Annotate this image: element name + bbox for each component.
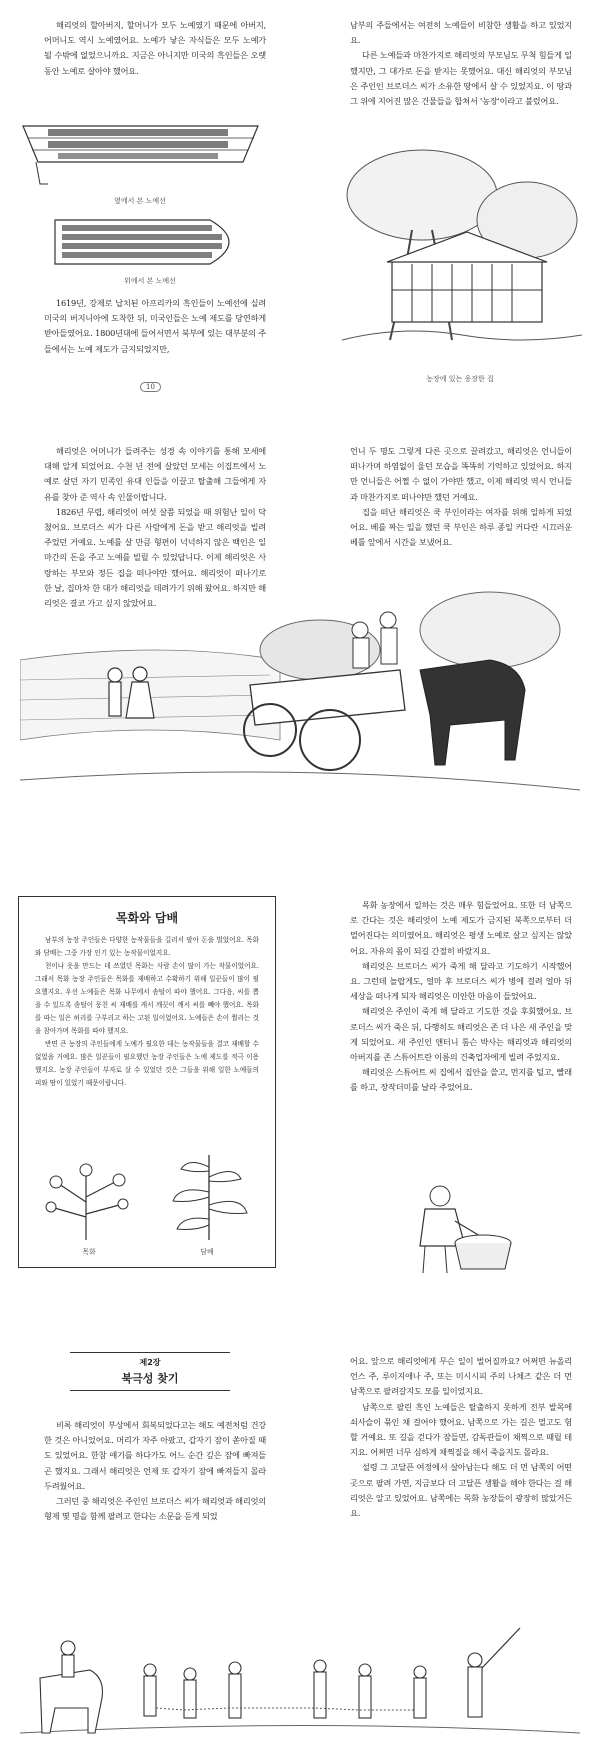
- paragraph: 비록 해리엇이 부상에서 회복되었다고는 해도 예전처럼 건강한 것은 아니었어요. 머리가 자주 아팠고, 갑자기 잠이 쏟아질 때도 있었어요. 한참 얘기를 하다가도 어느 순간 깊은 잠에 빠져들곤 했지요. 그래서 해리엇은 언제 또 갑자기 잠에 빠져들지 몰라 두려웠어요.: [44, 1420, 266, 1491]
- paragraph: 다른 노예들과 마찬가지로 해리엇의 부모님도 무척 힘들게 일했지만, 그 대가로 돈을 받지는 못했어요. 대신 해리엇의 부모님은 주인인 브로더스 씨가 소유한 땅에서 살 수 있었지요. 이 땅과 그 위에 지어진 많은 건물들을 합쳐서 '농장'이라고 불렀어요.: [350, 50, 572, 107]
- paragraph: 설령 그 고달픈 여정에서 살아남는다 해도 더 먼 남쪽의 어떤 곳으로 팔려 가면, 지금보다 더 고달픈 생활을 해야 한다는 걸 해리엇은 알고 있었어요. 남쪽에는 목화 농장들이 광장히 많았거든요.: [350, 1462, 572, 1519]
- spread1-left-body: [44, 296, 266, 357]
- caption-plantation: 농장에 있는 웅장한 집: [426, 375, 494, 383]
- procession-illustration: [20, 1608, 580, 1738]
- spread2-right-col: [350, 444, 572, 550]
- caption-cotton: 목화: [82, 1248, 96, 1256]
- paragraph: 반면 큰 농장의 주인들에게 노예가 필요한 데는 농작물들을 결코 재배할 수 없었을 거예요. 많은 일꾼들이 필요했던 농장 주인들은 노예 제도를 적극 이용했지요. 농장 주인들이 부자로 살 수 있었던 것은 그들을 위해 일한 노예들의 피와 땀이 있었기 때문이랍니다.: [35, 1040, 259, 1087]
- chapter-heading: [70, 1352, 230, 1391]
- spread4-left-col: [44, 1418, 266, 1524]
- paragraph: 천이나 옷을 만드는 데 쓰였던 목화는 사람 손이 많이 가는 작물이었어요. 그래서 목화 농장 주인들은 목화를 재배하고 수확하기 위해 일꾼들이 많이 필요했지요. 우선 노예들은 목화 나무에서 솜털이 따야 했어요. 그다음, 씨를 뽑을 수 있도록 솜털이 뭉친 씨 재배를 캐서 깨끗이 깨서 씨를 빼야 했어요. 목화를 따는 일은 허리를 구부리고 하는 고된 일이었어요. 노예들은 손이 찔리는 것을 참아가며 목화를 따야 했지요.: [35, 962, 259, 1035]
- spread-1: [0, 0, 600, 405]
- paragraph: 1826년 무렵, 해리엇이 여섯 살쯤 되었을 때 위험난 일이 닥쳤어요. 브로더스 씨가 다른 사람에게 돈을 받고 해리엇을 빌려 주었던 거예요. 노예를 살 만큼 형편이 넉넉하지 않은 백인은 일마간의 돈을 주고 노예를 빌릴 수 있었답니다. 이제 해리엇은 사랑하는 부모와 정든 집을 떠나야만 했어요. 해리엇이 떠나기로 한 날, 집마차 한 대가 해리엇을 데려가기 위해 왔어요. 하지만 해리엇은 결코 가고 싶지 않았어요.: [44, 506, 266, 609]
- paragraph: 남부의 농장 주인들은 다양한 농작물들을 길러서 팔아 돈을 벌었어요. 목화와 담배는 그중 가장 인기 있는 농작물이었지요.: [35, 936, 259, 957]
- paragraph: 해리엇은 주인이 죽게 해 달라고 기도한 것을 후회했어요. 브로더스 씨가 죽은 뒤, 다행히도 해리엇은 존 더 나은 새 주인을 맞게 되었어요. 새 주인인 앤터니 톰슨 박사는 해리엇과 해리엇의 아버지를 존 스튜어트란 이름의 건축업자에게 빌려 주었지요.: [350, 1006, 572, 1063]
- page-number: 10: [140, 382, 161, 392]
- paragraph: 남부의 주들에서는 여전히 노예들이 비참한 생활을 하고 있었지요.: [350, 20, 572, 46]
- box-title: 목화와 담배: [115, 911, 179, 925]
- paragraph: 집을 떠난 해리엇은 쿡 부인이라는 여자를 위해 일하게 되었어요. 베를 짜는 일을 했던 쿡 부인은 하루 종일 커다란 시끄러운 베틀 앞에서 시간을 보냈어요.: [350, 506, 572, 548]
- paragraph: 언니 두 명도 그렇게 다른 곳으로 끌려갔고, 해리엇은 언니들이 떠나가며 하염없이 울던 모습을 똑똑히 기억하고 있었어요. 하지만 언니들은 어쩔 수 없이 가야만 했고, 이제 해리엇 역시 언니들과 마찬가지로 떠나야만 했던 거예요.: [350, 446, 572, 502]
- paragraph: 남쪽으로 팔린 흑인 노예들은 탈출하지 못하게 전부 발목에 쇠사슬이 묶인 채 걸어야 했어요. 남쪽으로 가는 길은 멀고도 험할 거예요. 또 길을 걷다가 잠들면, 감독관들이 채찍으로 때릴 테지요. 어쩌면 너무 심하게 채찍질을 해서 죽을지도 몰라요.: [350, 1401, 572, 1458]
- chapter-number: 제2장: [70, 1352, 230, 1368]
- caption-ship-top: 위에서 본 노예선: [124, 277, 176, 285]
- box-text: [19, 934, 275, 1090]
- paragraph: 해리엇은 스튜어트 씨 집에서 집안을 쓸고, 먼지를 털고, 빨래를 하고, 장작더미를 날라 주었어요.: [350, 1067, 572, 1093]
- spread-2: [0, 430, 600, 840]
- spread2-left-col: [44, 444, 266, 611]
- tobacco-plant-illustration: [159, 1147, 259, 1242]
- spread1-right-col: [350, 18, 572, 109]
- spread-4: [0, 1336, 600, 1738]
- spread1-left-intro: [44, 18, 266, 79]
- spread3-right-col: [350, 898, 572, 1096]
- plantation-house-illustration: [342, 140, 582, 360]
- spread4-right-col: [350, 1354, 572, 1521]
- caption-ship-side: 옆에서 본 노예선: [114, 197, 166, 205]
- ship-top-illustration: [50, 212, 250, 272]
- caption-tobacco: 담배: [200, 1248, 214, 1256]
- paragraph: 해리엇은 어머니가 들려주는 성경 속 이야기를 통해 모세에 대해 알게 되었어요. 수천 년 전에 살았던 모세는 이집트에서 노예로 살던 자기 민족인 유대 인들을 이끌고 탈출해 그들에게 자유를 찾아 준 역사 속 인물이랍니다.: [44, 446, 266, 502]
- paragraph: 목화 농장에서 일하는 것은 매우 힘들었어요. 또한 더 남쪽으로 간다는 것은 해리엇이 노예 제도가 금지된 북쪽으로부터 더 멀어진다는 의미였어요. 해리엇은 평생 노예로 살고 싶지는 않았어요. 자유의 몸이 되길 간절히 바랐지요.: [350, 900, 572, 956]
- wagon-illustration: [20, 590, 580, 810]
- paragraph: 어요. 앞으로 해리엇에게 무슨 일이 벌어질까요? 어쩌면 뉴올리언스 주, 루이지애나 주, 또는 미시시피 주의 나체즈 같은 더 먼 남쪽으로 팔려갈지도 모를 일이었지요.: [350, 1356, 572, 1397]
- cotton-plant-illustration: [31, 1152, 141, 1242]
- paragraph: 1619년, 강제로 납치된 아프리카의 흑인들이 노예선에 실려 미국의 버지니아에 도착한 뒤, 미국인들은 노예 제도를 당연하게 받아들였어요. 1800년대에 들어서면서 북부에 있는 대부분의 주들에서는 노예 제도가 금지되었지만,: [44, 298, 266, 354]
- paragraph: 해리엇은 브로더스 씨가 죽게 해 달라고 기도하기 시작했어요. 그런데 놀랍게도, 얼마 후 브로더스 씨가 병에 걸려 얼마 뒤 세상을 떠나게 되자 해리엇은 미안한 마음이 들었어요.: [350, 960, 572, 1002]
- paragraph: 해리엇의 할아버지, 할머니가 모두 노예였기 때문에 아버지, 어머니도 역시 노예였어요. 노예가 낳은 자식들은 모두 노예가 될 수밖에 없었으니까요. 지금은 아니지만 미국의 흑인들은 오랫동안 노예로 살아야 했어요.: [44, 20, 266, 76]
- paragraph: 그러던 중 해리엇은 주인인 브로더스 씨가 해리엇과 해리엇의 형제 몇 명을 함께 팔려고 한다는 소문을 듣게 되었: [44, 1496, 266, 1522]
- ship-side-illustration: [18, 114, 263, 194]
- spread-3: [0, 876, 600, 1296]
- chapter-title: 북극성 찾기: [70, 1370, 230, 1391]
- cotton-tobacco-box: [18, 896, 276, 1268]
- washing-girl-illustration: [395, 1181, 515, 1281]
